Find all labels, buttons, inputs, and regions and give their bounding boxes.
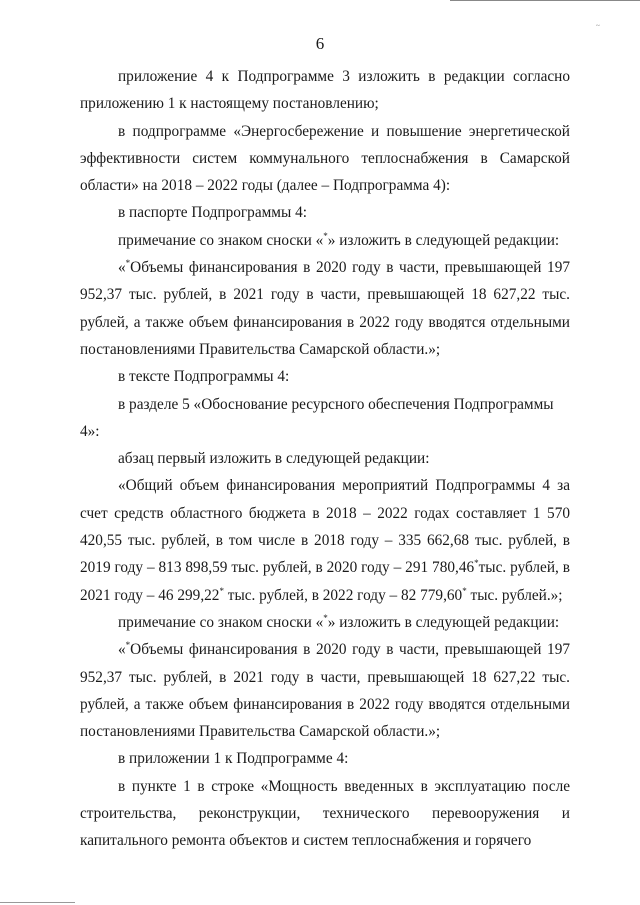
paragraph-financing-total: «Общий объем финансирования мероприятий Подпрограммы 4 за счет средств областного бюджета в 2018 – 2022 годах составляет 1 570 420,55 тыс. рублей, в том числе в 2018 году – 335 662,68 тыс. рублей, в 2019 году – 813 898,59 тыс. рублей, в 2020 году – 291 780,46*тыс. рублей, в 2021 году – 46 299,22* тыс. рублей, в 2022 году – 82 779,60* тыс. рублей.»; xyxy=(80,477,570,604)
footnote-mark: * xyxy=(323,612,328,623)
paragraph-in-text: в тексте Подпрограммы 4: xyxy=(118,368,290,386)
bottom-rule xyxy=(0,902,75,903)
page-number: 6 xyxy=(315,34,325,53)
paragraph-section-5: в разделе 5 «Обоснование ресурсного обеспечения Подпрограммы 4»: xyxy=(80,395,554,440)
paragraph-footnote-note-1: примечание со знаком сноски «*» изложить в следующей редакции: xyxy=(118,230,560,249)
footnote-mark: * xyxy=(462,585,467,596)
paragraph-appendix-1: в приложении 1 к Подпрограмме 4: xyxy=(118,750,349,768)
footnote-mark: * xyxy=(474,558,479,569)
paragraph-subprogram-4-intro: в подпрограмме «Энергосбережение и повышение энергетической эффективности систем коммунального теплоснабжения в Самарской области» на 2018 – 2022 годы (далее – Подпрограмма 4): xyxy=(80,122,570,195)
paragraph-footnote-note-2: примечание со знаком сноски «*» изложить в следующей редакции: xyxy=(118,612,560,631)
footnote-mark: * xyxy=(125,258,131,269)
marginal-mark: ~ xyxy=(596,22,600,30)
top-rule xyxy=(450,0,640,1)
paragraph-footnote-text-2: «*Объемы финансирования в 2020 году в части, превышающей 197 952,37 тыс. рублей, в 2021 году в части, превышающей 18 627,22 тыс. рублей, а также объем финансирования в 2022 году вводятся отдельными постановлениями Правительства Самарской области.»; xyxy=(80,640,570,741)
paragraph-appendix-4: приложение 4 к Подпрограмме 3 изложить в редакции согласно приложению 1 к настоящему постановлению; xyxy=(80,68,570,113)
footnote-mark: * xyxy=(219,585,224,596)
paragraph-first-paragraph: абзац первый изложить в следующей редакции: xyxy=(118,450,430,468)
paragraph-passport: в паспорте Подпрограммы 4: xyxy=(118,204,307,222)
document-body xyxy=(80,63,570,855)
footnote-mark: * xyxy=(323,230,328,241)
footnote-mark: * xyxy=(125,640,131,651)
paragraph-footnote-text-1: «*Объемы финансирования в 2020 году в части, превышающей 197 952,37 тыс. рублей, в 2021 году в части, превышающей 18 627,22 тыс. рублей, а также объем финансирования в 2022 году вводятся отдельными постановлениями Правительства Самарской области.»; xyxy=(80,258,570,358)
paragraph-item-1: в пункте 1 в строке «Мощность введенных в эксплуатацию после строительства, реконструкции, технического перевооружения и капитального ремонта объектов и систем теплоснабжения и горячего xyxy=(80,777,570,850)
